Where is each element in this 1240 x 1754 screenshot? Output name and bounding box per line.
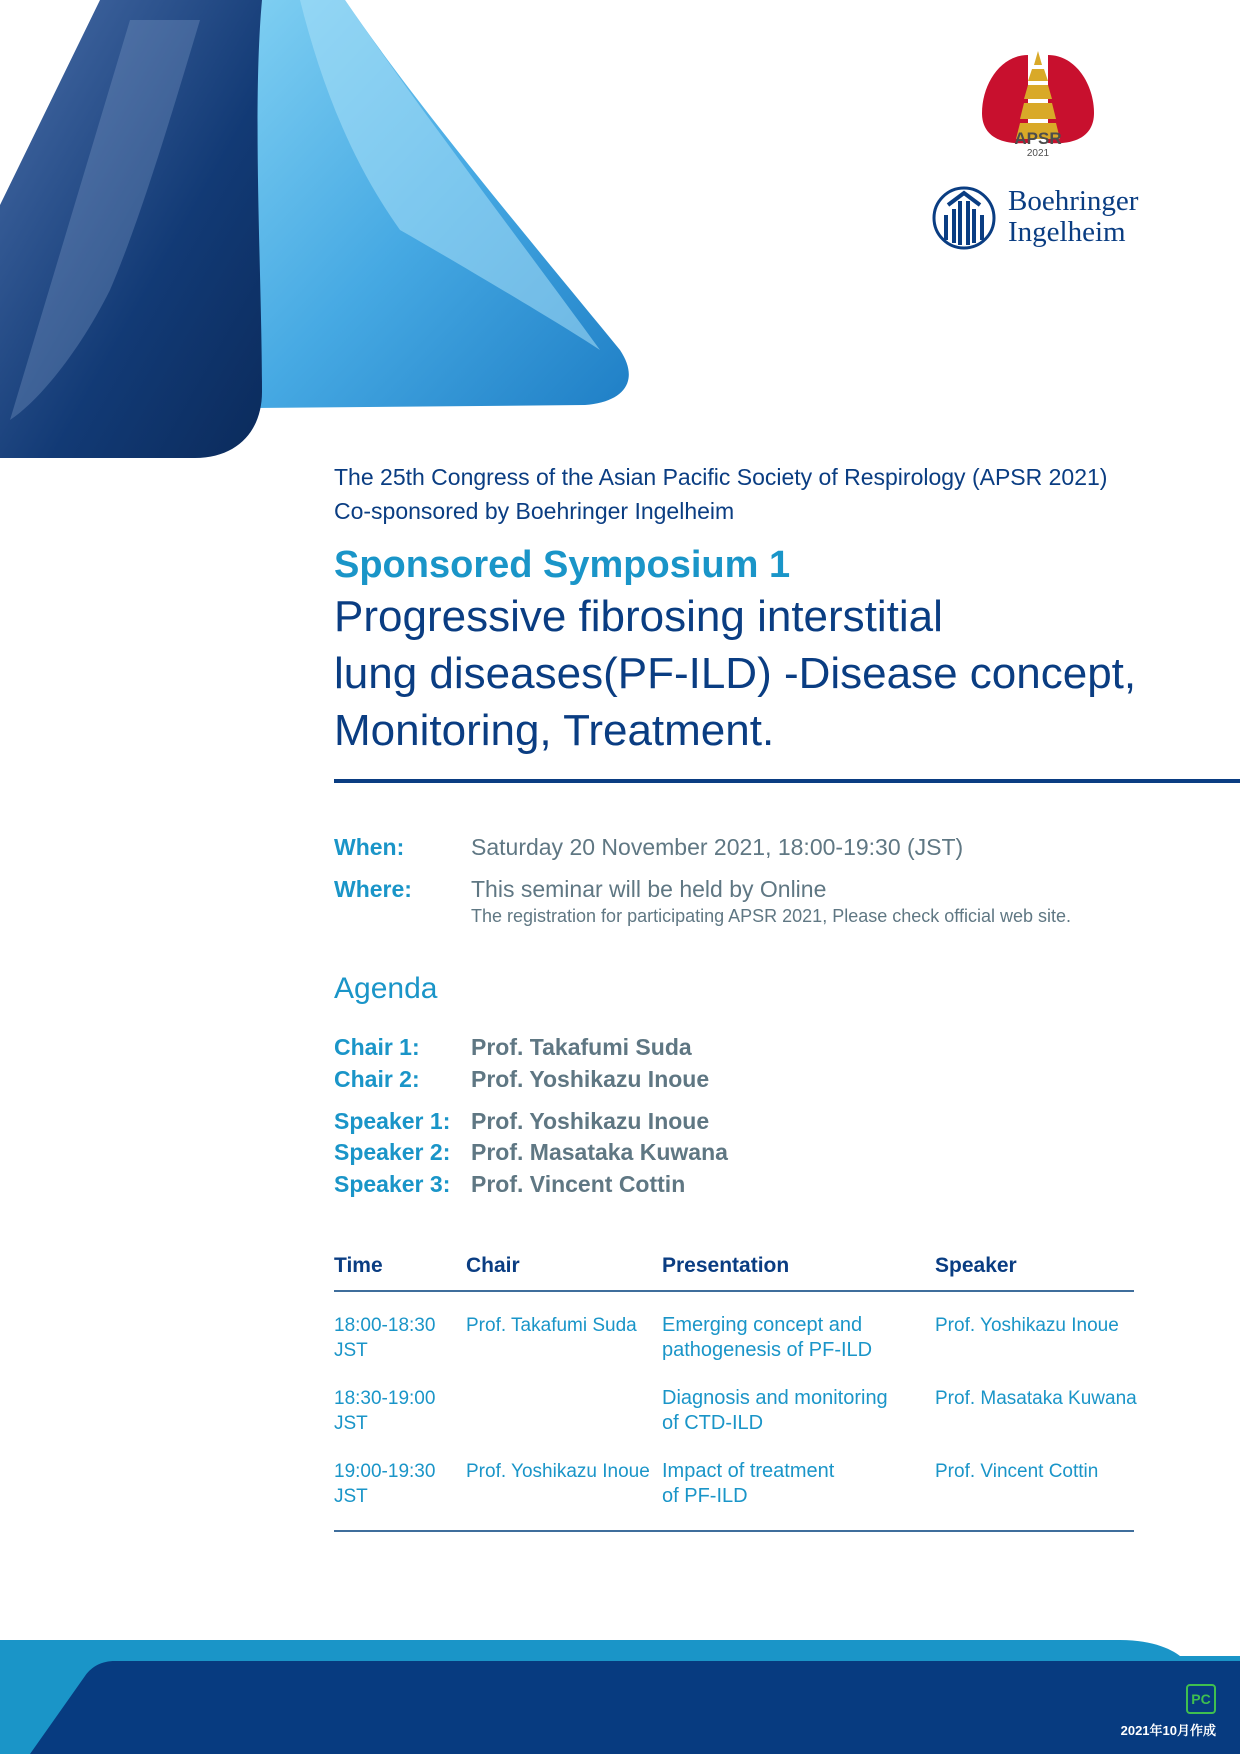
pc-badge: PC (1186, 1684, 1216, 1714)
row-2-speaker: Prof. Masataka Kuwana (935, 1388, 1137, 1409)
row-1-time: 18:00-18:30 (334, 1315, 436, 1336)
bi-name-line2: Ingelheim (1008, 216, 1126, 248)
row-2-presentation (662, 1386, 888, 1436)
where-value: This seminar will be held by Online (471, 876, 827, 902)
title-line-2: lung diseases(PF-ILD) -Disease concept, (334, 649, 1137, 698)
speaker-2-label: Speaker 2: (334, 1139, 451, 1165)
agenda-heading: Agenda (334, 972, 438, 1005)
speaker-1-name: Prof. Yoshikazu Inoue (471, 1108, 710, 1134)
speaker-3-label: Speaker 3: (334, 1171, 451, 1197)
row-1-chair: Prof. Takafumi Suda (466, 1315, 637, 1336)
row-3-speaker: Prof. Vincent Cottin (935, 1461, 1099, 1482)
col-header-chair: Chair (466, 1254, 520, 1277)
sponsor-logos (930, 45, 1170, 265)
row-1-pres-line-2: pathogenesis of PF-ILD (662, 1339, 873, 1361)
boehringer-logo (934, 185, 1139, 248)
row-3-time-zone: JST (334, 1486, 368, 1507)
bi-emblem-columns (946, 193, 982, 245)
title-divider (334, 779, 1240, 783)
symposium-title (334, 588, 1234, 759)
creation-date: 2021年10月作成 (1120, 1723, 1216, 1738)
row-1-presentation (662, 1313, 872, 1363)
chair-1-name: Prof. Takafumi Suda (471, 1034, 692, 1060)
col-header-presentation: Presentation (662, 1254, 790, 1277)
bi-emblem-ring (934, 188, 994, 248)
row-2-pres-line-1: Diagnosis and monitoring (662, 1387, 888, 1409)
apsr-text: APSR (1014, 129, 1062, 148)
speaker-3-name: Prof. Vincent Cottin (471, 1171, 686, 1197)
col-header-time: Time (334, 1254, 383, 1277)
where-note: The registration for participating APSR 2021, Please check official web site. (471, 906, 1071, 926)
apsr-logo (982, 51, 1094, 159)
row-3-pres-line-2: of PF-ILD (662, 1485, 748, 1507)
symposium-label: Sponsored Symposium 1 (334, 544, 791, 586)
cosponsor-line: Co-sponsored by Boehringer Ingelheim (334, 498, 735, 524)
hero-graphic (0, 0, 640, 470)
row-1-speaker: Prof. Yoshikazu Inoue (935, 1315, 1119, 1336)
footer-navy-band (30, 1661, 1240, 1754)
title-line-3: Monitoring, Treatment. (334, 706, 775, 755)
chair-2-name: Prof. Yoshikazu Inoue (471, 1066, 710, 1092)
row-1-pres-line-1: Emerging concept and (662, 1314, 863, 1336)
apsr-year: 2021 (1026, 148, 1050, 159)
chair-1-label: Chair 1: (334, 1034, 420, 1060)
row-3-pres-line-1: Impact of treatment (662, 1460, 835, 1482)
speaker-2-name: Prof. Masataka Kuwana (471, 1139, 728, 1165)
row-3-presentation (662, 1459, 834, 1509)
table-row (334, 1313, 435, 1363)
table-bottom-rule (334, 1530, 1134, 1532)
row-3-time: 19:00-19:30 (334, 1461, 436, 1482)
chair-2-label: Chair 2: (334, 1066, 420, 1092)
bi-name-line1: Boehringer (1008, 185, 1139, 217)
when-label: When: (334, 834, 405, 860)
intro-text (334, 460, 1107, 528)
where-label: Where: (334, 876, 412, 902)
row-1-time-zone: JST (334, 1340, 368, 1361)
table-row (334, 1386, 435, 1436)
table-header-rule (334, 1290, 1134, 1292)
row-3-chair: Prof. Yoshikazu Inoue (466, 1461, 650, 1482)
title-line-1: Progressive fibrosing interstitial (334, 592, 943, 641)
row-2-time: 18:30-19:00 (334, 1388, 436, 1409)
when-value: Saturday 20 November 2021, 18:00-19:30 (JST) (471, 834, 964, 860)
row-2-time-zone: JST (334, 1413, 368, 1434)
congress-line: The 25th Congress of the Asian Pacific Society of Respirology (APSR 2021) (334, 464, 1108, 490)
row-2-pres-line-2: of CTD-ILD (662, 1412, 764, 1434)
col-header-speaker: Speaker (935, 1254, 1017, 1277)
table-row (334, 1459, 435, 1509)
speaker-1-label: Speaker 1: (334, 1108, 451, 1134)
footer-band (0, 1636, 1240, 1754)
